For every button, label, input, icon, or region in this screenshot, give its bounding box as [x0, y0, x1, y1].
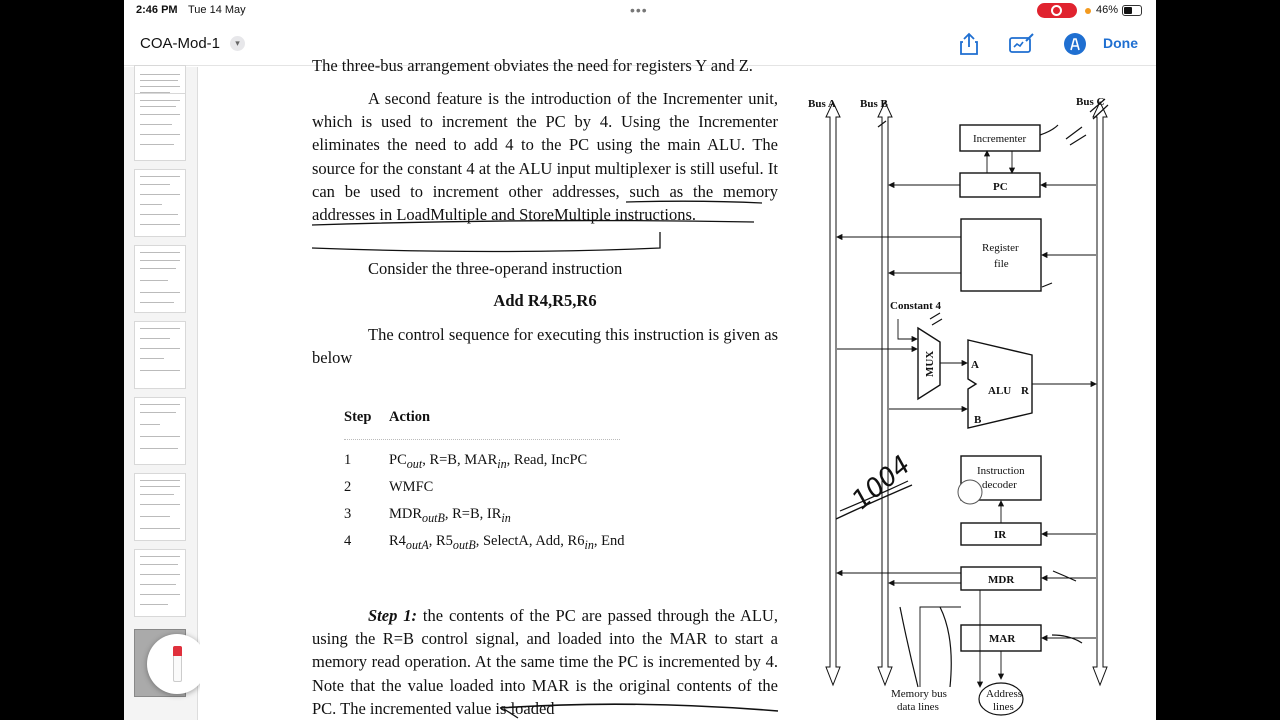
constant-4-label: Constant 4 — [890, 300, 942, 312]
handwritten-note — [830, 427, 920, 527]
register-file-label: file — [994, 258, 1009, 270]
pen-circle-icon[interactable] — [1062, 31, 1088, 57]
mar-label: MAR — [989, 633, 1016, 645]
mux-label: MUX — [924, 350, 936, 377]
address-lines-label: lines — [993, 701, 1014, 713]
document-page: The three-bus arrangement obviates the need for registers Y and Z. A second feature is the introduction of the Incrementer unit, which is used to increment the PC by 4. Using the Incrementer eliminates the need to add 4 to the PC using the main ALU. The source for the constant 4 at the ALU input multiplexer is still useful. It can be used to increment other addresses, such as the memory addresses in LoadMultiple and StoreMultiple instructions. Consider the three-operand instruction Add R4,R5,R6 The control sequence for executing this instruction is given as below Step Action 1 $PC_{out}$, R=B, $MAR_{in}$, Read, IncPC 2 WMFC 3 $MDR_{outB}$, R=B, $IR_{in}$ 4 $R4_{outA}$, $R5_{outB}$, SelectA, Add, $R6_{in}$, End Step 1: the contents of the PC are passed through the ALU, using the R=B control signal, and loaded into the MAR to start a memory read operation. At the same time the PC is incremented by 4. Note that the value loaded into MAR is the original contents of the PC. The incremented value is loaded Bus A Bus B Bus C Incrementer PC Register file Constant 4 MUX ALU A B R Instruction decoder IR MDR MAR Memory bus data lines Address lines 1004 — [200, 67, 1156, 720]
step-action: $PC_{out}$, R=B, $MAR_{in}$, Read, IncPC — [389, 452, 588, 471]
paragraph-incrementer: A second feature is the introduction of the Incrementer unit, which is used to increment the PC by 4. Using the Incrementer eliminates the need to add 4 to the PC using the main ALU. The source for the constant 4 at the ALU input multiplexer is still useful. It can be used to increment other addresses, such as the memory addresses in LoadMultiple and StoreMultiple instructions. — [312, 89, 778, 225]
status-time: 2:46 PM — [136, 4, 178, 16]
bus-c-label: Bus C — [1076, 96, 1105, 108]
alu-label: ALU — [988, 385, 1012, 397]
handwritten-1004-label: 1004 — [846, 450, 917, 516]
bus-b-label: Bus B — [860, 98, 888, 110]
step-number: 3 — [344, 506, 352, 522]
alu-input-b-label: B — [974, 414, 982, 426]
paragraph-step1: Step 1: the contents of the PC are passed through the ALU, using the R=B control signal, and loaded into the MAR to start a memory read operation. At the same time the PC is incremented by 4. Note that the value loaded into MAR is the original contents of the PC. The incremented value is loaded — [312, 606, 778, 718]
chevron-down-icon[interactable]: ▾ — [230, 36, 245, 51]
share-icon[interactable] — [956, 31, 982, 57]
status-date: Tue 14 May — [188, 4, 246, 16]
steps-header-step: Step — [344, 409, 372, 425]
address-lines-label: Address — [986, 688, 1023, 700]
alu-output-r-label: R — [1021, 385, 1029, 397]
paragraph-consider: Consider the three-operand instruction — [368, 259, 623, 278]
steps-header-action: Action — [389, 409, 431, 425]
page-thumbnail[interactable] — [134, 321, 186, 389]
step-action: WMFC — [389, 479, 434, 495]
done-button[interactable]: Done — [1103, 35, 1138, 51]
register-file-label: Register — [982, 242, 1019, 254]
page-thumbnail[interactable] — [134, 93, 186, 161]
markup-icon[interactable] — [1008, 31, 1034, 57]
step-number: 1 — [344, 452, 352, 468]
page-thumbnail[interactable] — [134, 245, 186, 313]
step-number: 2 — [344, 479, 352, 495]
pc-label: PC — [993, 181, 1008, 193]
page-thumbnail[interactable] — [134, 549, 186, 617]
document-title[interactable]: COA-Mod-1 — [140, 35, 221, 52]
page-thumbnail[interactable] — [134, 397, 186, 465]
page-thumbnails-sidebar — [124, 67, 198, 720]
pencil-tool-button[interactable] — [147, 634, 207, 694]
ipad-screen — [124, 0, 1156, 720]
battery-icon — [1122, 5, 1142, 16]
paragraph-control-sequence: The control sequence for executing this instruction is given as below — [312, 325, 778, 368]
step-number: 4 — [344, 533, 352, 549]
page-thumbnail[interactable] — [134, 169, 186, 237]
instruction-decoder-label: Instruction — [977, 465, 1025, 477]
screen-recording-icon[interactable] — [1037, 3, 1077, 18]
page-thumbnail[interactable] — [134, 473, 186, 541]
step-action: $MDR_{outB}$, R=B, $IR_{in}$ — [389, 506, 511, 525]
mdr-label: MDR — [988, 574, 1015, 586]
status-bar — [124, 0, 1156, 22]
ir-label: IR — [994, 529, 1007, 541]
alu-input-a-label: A — [971, 359, 979, 371]
privacy-indicator-icon — [1085, 8, 1091, 14]
incrementer-label: Incrementer — [973, 133, 1027, 145]
instruction-decoder-label: decoder — [982, 479, 1017, 491]
memory-bus-label: Memory bus — [891, 688, 947, 700]
instruction-heading: Add R4,R5,R6 — [493, 291, 597, 310]
multitasking-dots-icon[interactable]: ••• — [630, 2, 648, 18]
register-file-box — [961, 219, 1041, 291]
step-action: $R4_{outA}$, $R5_{outB}$, SelectA, Add, $R6_{in}$, End — [389, 533, 625, 552]
memory-bus-label: data lines — [897, 701, 939, 713]
three-bus-diagram — [790, 87, 1152, 720]
bus-a-label: Bus A — [808, 98, 836, 110]
battery-percent: 46% — [1096, 4, 1119, 16]
